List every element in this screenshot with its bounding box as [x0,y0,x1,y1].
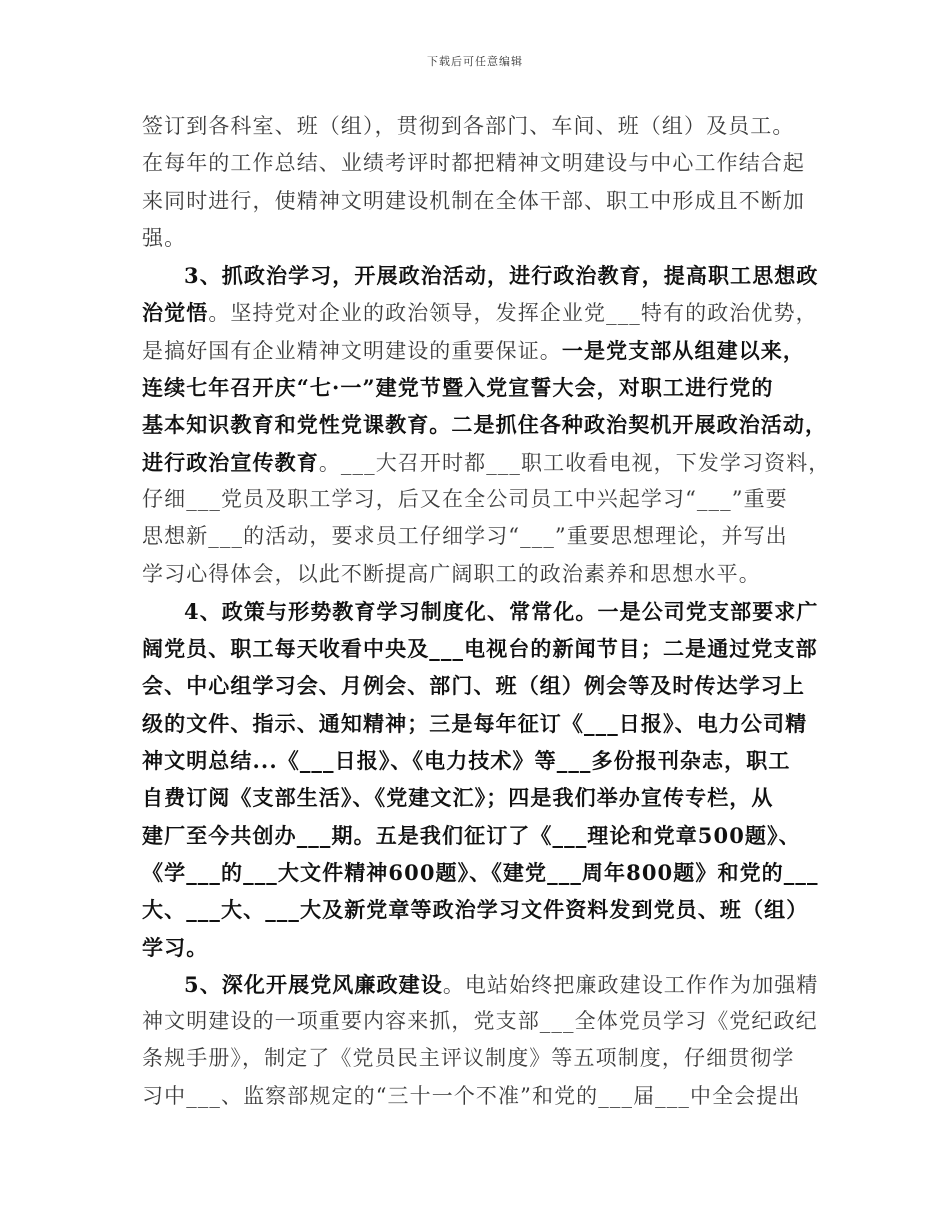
text-run: 习中___、监察部规定的“三十一个不准”和党的___届___中全会提出 [142,1083,801,1108]
text-run: 签订到各科室、班（组），贯彻到各部门、车间、班（组）及员工。 [142,114,795,138]
bold-text-run: 基本知识教育和党性党课教育。二是抓住各种政治契机开展政治活动， [142,412,828,438]
text-line [142,966,819,1003]
page-header: 下载后可任意编辑 [427,55,523,68]
text-line [142,257,819,294]
text-line [142,667,814,704]
text-line [142,1078,814,1115]
text-run: 神文明建设的一项重要内容来抓，党支部___全体党员学习《党纪政纪 [142,1009,818,1034]
bold-text-run: 神文明总结...《___日报》、《电力技术》等___多份报刊杂志，职工 [142,748,791,774]
text-line [142,742,814,779]
bold-text-run: 一是党支部从组建以来， [561,337,806,363]
text-line [142,220,814,257]
bold-text-run: 学习。 [142,934,209,960]
bold-text-run: 大、___大、___大及新党章等政治学习文件资料发到党员、班（组） [142,897,809,923]
text-run: 思想新___的活动，要求员工仔细学习“___”重要思想理论，并写出 [142,524,788,549]
bold-text-run: 自费订阅《支部生活》、《党建文汇》；四是我们举办宣传专栏，从 [142,785,774,811]
text-line [142,779,814,816]
text-line [142,444,831,481]
bold-text-run: 连续七年召开庆“七·一”建党节暨入党宣誓大会，对职工进行党的 [142,375,774,401]
bold-text-run: 建厂至今共创办___期。五是我们征订了《___理论和党章500题》、 [142,822,801,848]
text-run: 仔细___党员及职工学习，后又在全公司员工中兴起学习“___”重要 [142,486,788,511]
text-run: 条规手册》，制定了《党员民主评议制度》等五项制度，仔细贯彻学 [142,1046,795,1071]
bold-text-run: 4、政策与形势教育学习制度化、常常化。一是公司党支部要求广 [184,598,819,624]
text-line [142,593,819,630]
text-line [142,1040,814,1077]
text-run: 强。 [142,225,187,250]
text-run: 来同时进行，使精神文明建设机制在全体干部、职工中形成且不断加 [142,188,805,213]
text-line [142,369,814,406]
text-line [142,406,828,443]
text-line [142,183,814,220]
text-line [142,108,814,145]
text-run: 。___大召开时都___职工收看电视，下发学习资料， [318,450,831,475]
text-run: 。电站始终把廉政建设工作作为加强精 [442,972,819,997]
document-body [142,108,831,1115]
text-line [142,556,814,593]
text-line [142,1003,818,1040]
bold-text-run: 5、深化开展党风廉政建设 [184,971,443,997]
bold-text-run: 治觉悟 [142,300,209,326]
bold-text-run: 3、抓政治学习，开展政治活动，进行政治教育，提高职工思想政 [184,263,819,289]
bold-text-run: 会、中心组学习会、月例会、部门、班（组）例会等及时传达学习上 [142,673,805,699]
text-run: 学习心得体会，以此不断提高广阔职工的政治素养和思想水平。 [142,561,761,586]
text-run: 是搞好国有企业精神文明建设的重要保证。 [142,338,562,363]
text-line [142,929,814,966]
bold-text-run: 《学___的___大文件精神600题》、《建党___周年800题》和党的___ [142,859,819,885]
text-run: 。坚持党对企业的政治领导，发挥企业党___特有的政治优势， [208,301,818,326]
text-line [142,705,814,742]
text-line [142,854,819,891]
text-line [142,145,814,182]
text-line [142,817,814,854]
text-line [142,518,814,555]
text-line [142,481,814,518]
bold-text-run: 阔党员、职工每天收看中央及___电视台的新闻节目；二是通过党支部 [142,636,818,662]
text-run: 在每年的工作总结、业绩考评时都把精神文明建设与中心工作结合起 [142,151,805,176]
text-line [142,891,814,928]
bold-text-run: 级的文件、指示、通知精神；三是每年征订《___日报》、电力公司精 [142,710,808,736]
text-line [142,294,818,331]
text-line [142,630,818,667]
bold-text-run: 进行政治宣传教育 [142,449,319,475]
text-line [142,332,814,369]
